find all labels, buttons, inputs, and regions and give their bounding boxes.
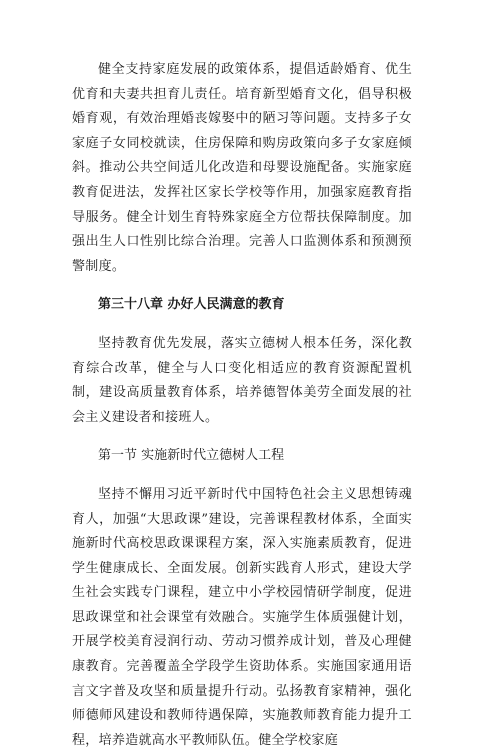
paragraph-moral-education: 坚持不懈用习近平新时代中国特色社会主义思想铸魂育人，加强“大思政课”建设，完善课程教材体系，全面实施新时代高校思政课课程方案，深入实施素质教育，促进学生健康成长、全面发展。创新实践育人形式，建设大学生社会实践专门课程，建立中小学校园情研学制度，促进思政课堂和社会课堂有效融合。实施学生体质强健计划，开展学校美育浸润行动、劳动习惯养成计划，普及心理健康教育。完善覆盖全学段学生资助体系。实施国家通用语言文字普及攻坚和质量提升行动。弘扬教育家精神，强化师德师风建设和教师待遇保障，实施教师教育能力提升工程，培养造就高水平教师队伍。健全学校家庭 bbox=[72, 486, 412, 748]
section-heading: 第一节 实施新时代立德树人工程 bbox=[98, 448, 285, 464]
paragraph-education-priority: 坚持教育优先发展，落实立德树人根本任务，深化教育综合改革，健全与人口变化相适应的教育资源配置机制，建设高质量教育体系，培养德智体美劳全面发展的社会主义建设者和接班人。 bbox=[72, 335, 412, 425]
chapter-heading: 第三十八章 办好人民满意的教育 bbox=[98, 297, 285, 313]
document-page bbox=[72, 58, 412, 753]
paragraph-family-policy: 健全支持家庭发展的政策体系，提倡适龄婚育、优生优育和夫妻共担育儿责任。培育新型婚育文化，倡导积极婚育观，有效治理婚丧嫁娶中的陋习等问题。支持多子女家庭子女同校就读，住房保障和购房政策向多子女家庭倾斜。推动公共空间适儿化改造和母婴设施配备。实施家庭教育促进法，发挥社区家长学校等作用，加强家庭教育指导服务。健全计划生育特殊家庭全方位帮扶保障制度。加强出生人口性别比综合治理。完善人口监测体系和预测预警制度。 bbox=[72, 62, 412, 274]
